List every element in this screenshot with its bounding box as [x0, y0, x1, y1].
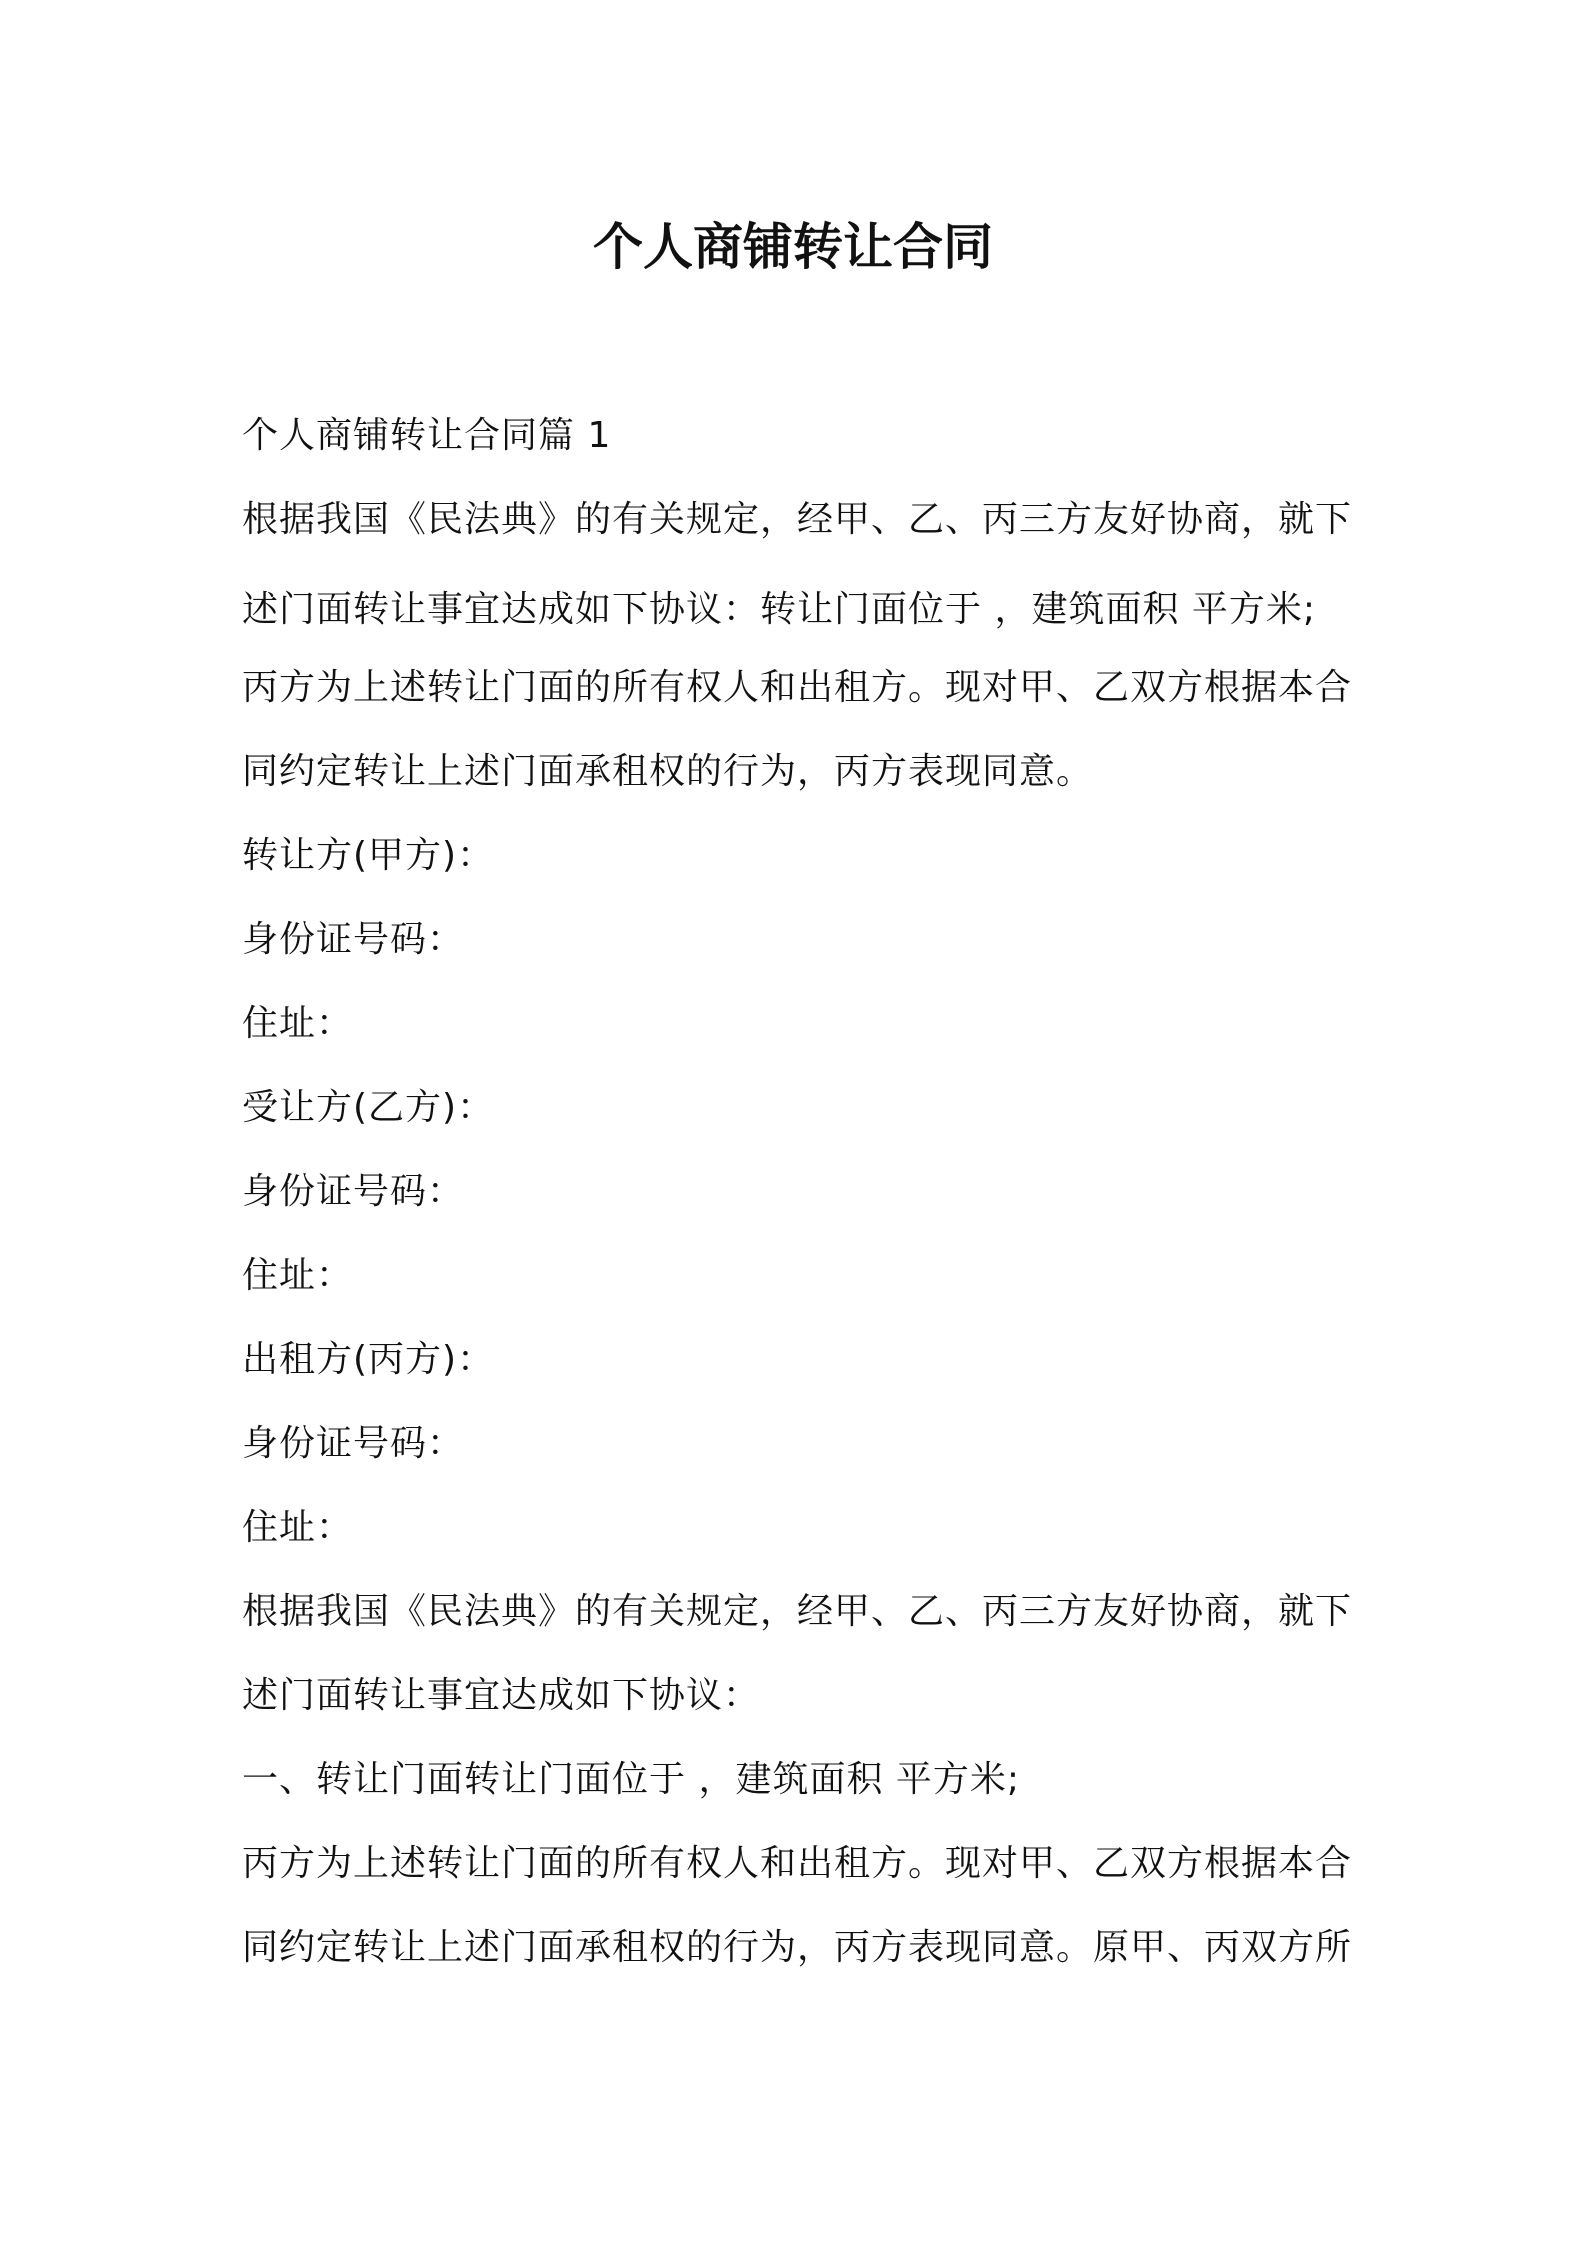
- field-label-id-number: 身份证号码：: [242, 919, 465, 960]
- field-label-transferor: 转让方(甲方)：: [242, 835, 495, 876]
- paragraph-line: 根据我国《民法典》的有关规定，经甲、乙、丙三方友好协商，就下: [242, 499, 1353, 540]
- paragraph-line: 述门面转让事宜达成如下协议：: [242, 1675, 761, 1716]
- paragraph-line: 丙方为上述转让门面的所有权人和出租方。现对甲、乙双方根据本合: [242, 1843, 1353, 1884]
- section-heading: 个人商铺转让合同篇 1: [242, 415, 612, 456]
- paragraph-line: 述门面转让事宜达成如下协议：转让门面位于 ，建筑面积 平方米;: [242, 589, 1317, 630]
- paragraph-line: 同约定转让上述门面承租权的行为，丙方表现同意。原甲、丙双方所: [242, 1927, 1353, 1968]
- field-label-address: 住址：: [242, 1255, 354, 1296]
- field-label-transferee: 受让方(乙方)：: [242, 1087, 495, 1128]
- field-label-id-number: 身份证号码：: [242, 1423, 465, 1464]
- clause-line: 一、转让门面转让门面位于 ，建筑面积 平方米;: [242, 1759, 1021, 1800]
- field-label-lessor: 出租方(丙方)：: [242, 1339, 495, 1380]
- field-label-id-number: 身份证号码：: [242, 1171, 465, 1212]
- document-title: 个人商铺转让合同: [593, 218, 993, 276]
- field-label-address: 住址：: [242, 1003, 354, 1044]
- paragraph-line: 丙方为上述转让门面的所有权人和出租方。现对甲、乙双方根据本合: [242, 667, 1353, 708]
- field-label-address: 住址：: [242, 1507, 354, 1548]
- paragraph-line: 同约定转让上述门面承租权的行为，丙方表现同意。: [242, 751, 1094, 792]
- paragraph-line: 根据我国《民法典》的有关规定，经甲、乙、丙三方友好协商，就下: [242, 1591, 1353, 1632]
